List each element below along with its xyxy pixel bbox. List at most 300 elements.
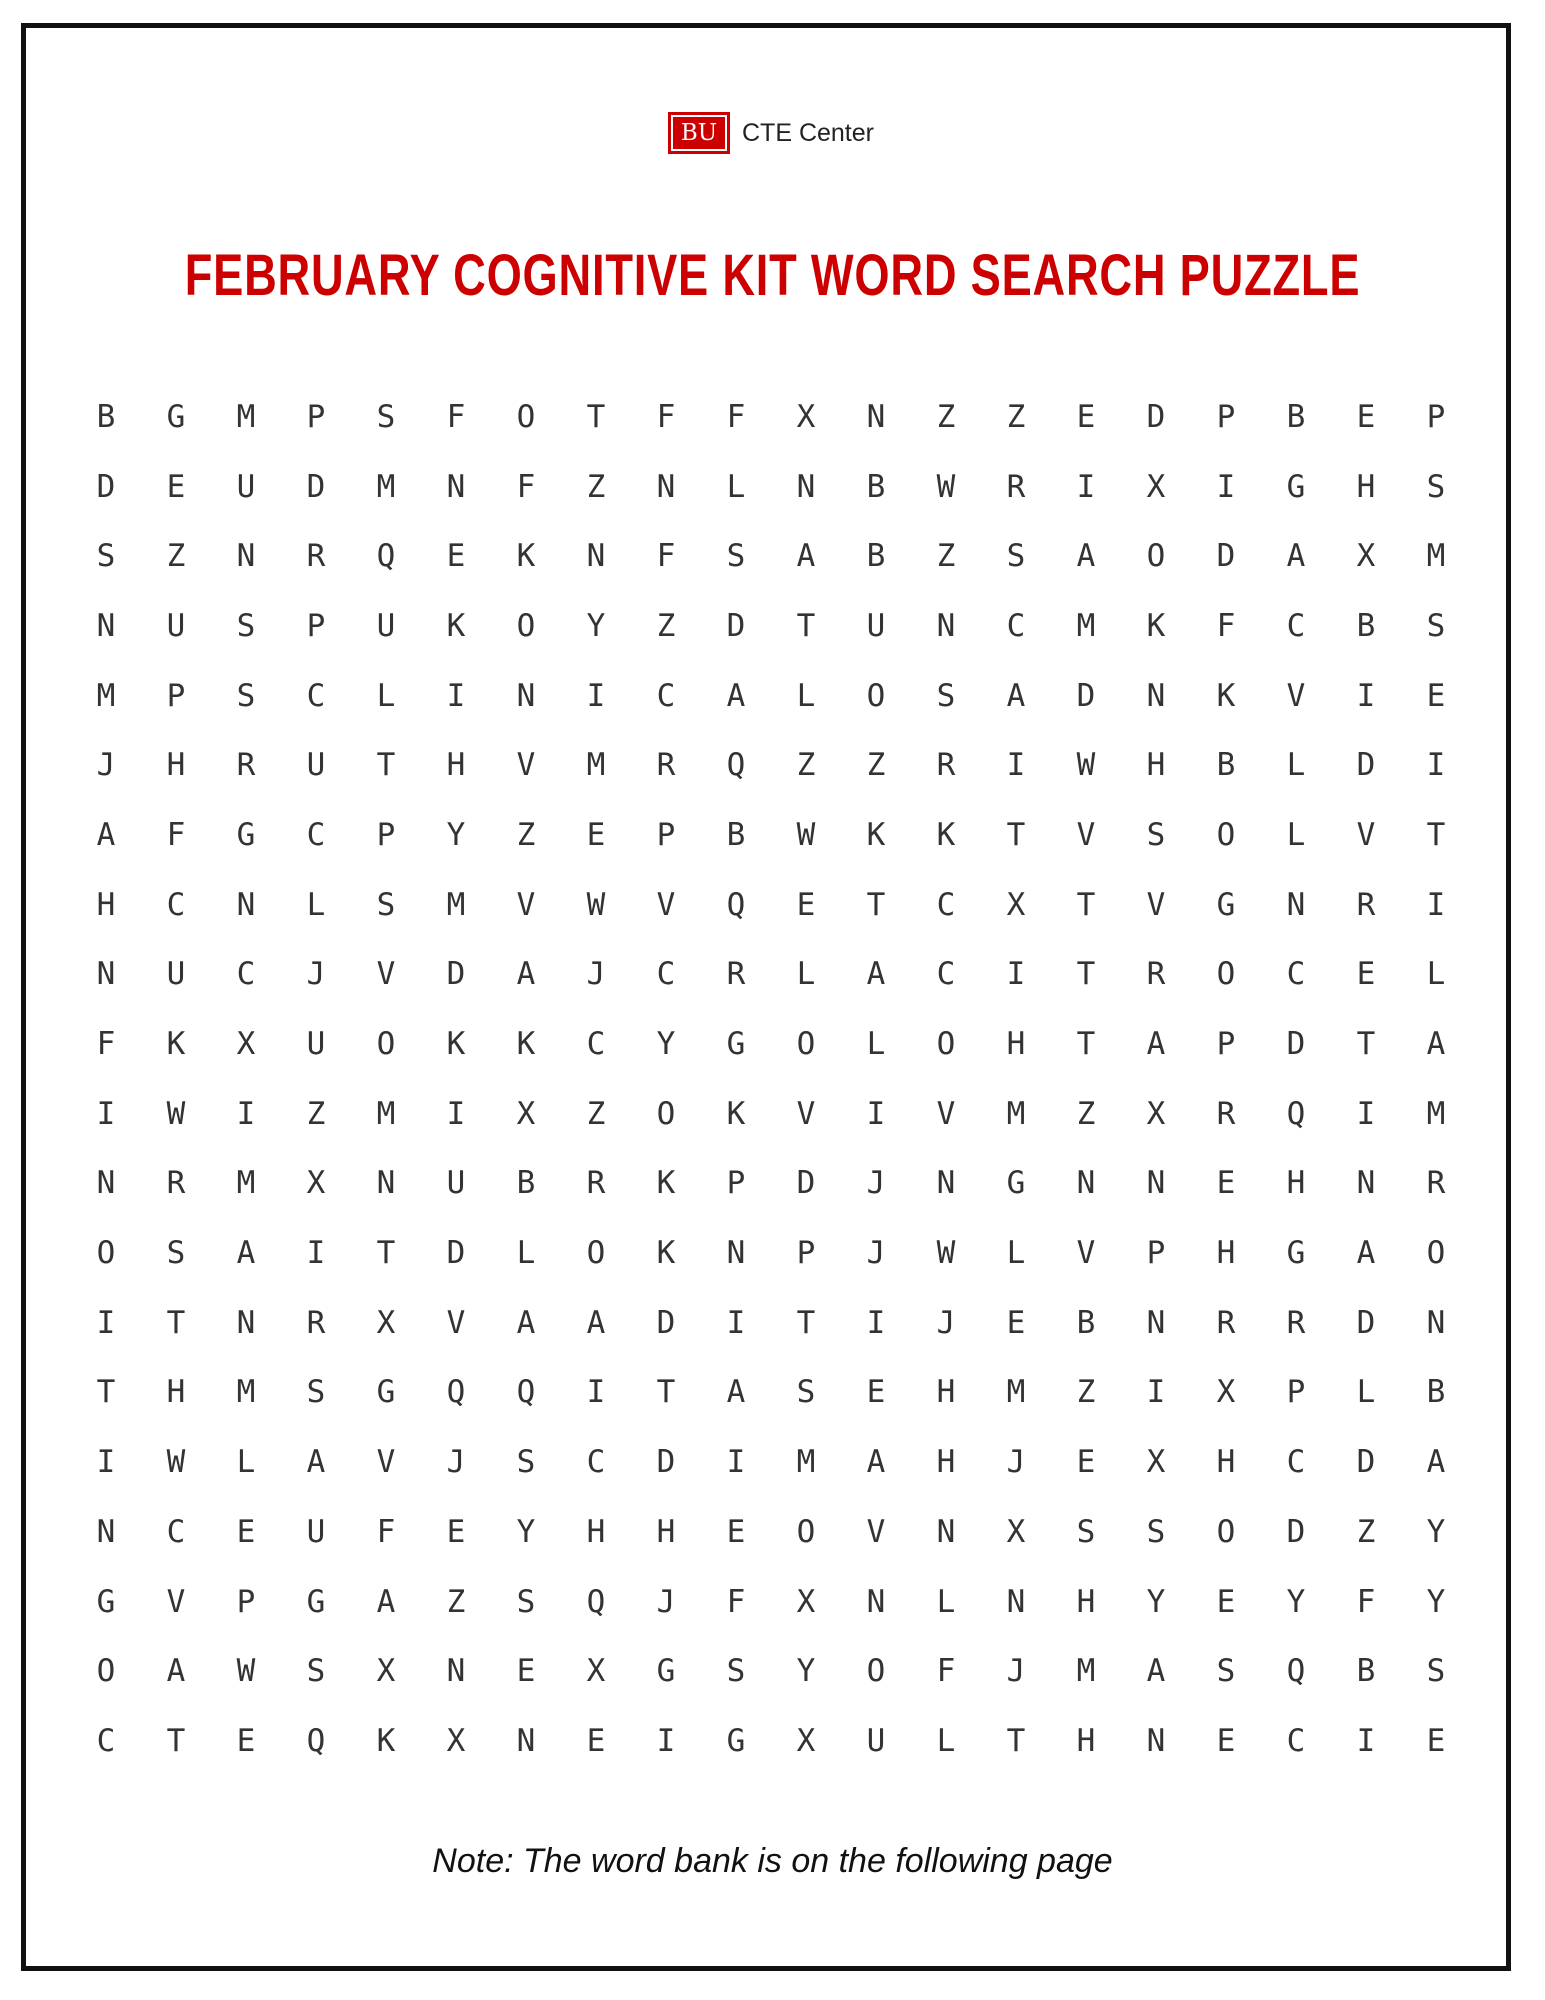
grid-letter: E (866, 1374, 886, 1411)
grid-letter: N (446, 1653, 466, 1690)
grid-letter: V (936, 1095, 956, 1132)
grid-letter: F (96, 1026, 116, 1063)
grid-letter: D (446, 1235, 466, 1272)
grid-letter: P (236, 1583, 256, 1620)
grid-letter: I (96, 1444, 116, 1481)
grid-letter: P (796, 1235, 816, 1272)
grid-letter: S (306, 1374, 326, 1411)
grid-letter: U (306, 1026, 326, 1063)
grid-letter: T (796, 1304, 816, 1341)
grid-letter: Z (1076, 1374, 1096, 1411)
grid-letter: R (1286, 1304, 1306, 1341)
grid-letter: L (236, 1444, 256, 1481)
grid-letter: Q (1286, 1095, 1306, 1132)
grid-letter: E (1216, 1583, 1236, 1620)
grid-letter: X (1146, 1444, 1166, 1481)
grid-letter: A (1146, 1026, 1166, 1063)
grid-letter: B (866, 538, 886, 575)
grid-letter: A (586, 1304, 606, 1341)
grid-letter: L (306, 886, 326, 923)
grid-letter: I (236, 1095, 256, 1132)
grid-letter: N (96, 607, 116, 644)
grid-letter: O (1216, 816, 1236, 853)
grid-letter: Y (1426, 1583, 1446, 1620)
grid-letter: N (446, 468, 466, 505)
grid-letter: O (866, 1653, 886, 1690)
grid-letter: T (1006, 1722, 1026, 1759)
grid-letter: B (1286, 398, 1306, 435)
grid-letter: E (586, 1722, 606, 1759)
grid-letter: C (936, 886, 956, 923)
grid-letter: R (236, 747, 256, 784)
grid-letter: I (1426, 886, 1446, 923)
grid-letter: G (726, 1026, 746, 1063)
grid-letter: R (936, 747, 956, 784)
grid-letter: M (1006, 1095, 1026, 1132)
grid-letter: N (516, 1722, 536, 1759)
grid-letter: F (726, 398, 746, 435)
grid-letter: S (376, 398, 396, 435)
grid-letter: V (166, 1583, 186, 1620)
grid-letter: C (656, 677, 676, 714)
grid-letter: X (446, 1722, 466, 1759)
grid-letter: D (656, 1304, 676, 1341)
grid-letter: N (936, 607, 956, 644)
grid-letter: C (306, 816, 326, 853)
grid-letter: O (1426, 1235, 1446, 1272)
grid-letter: V (516, 747, 536, 784)
grid-letter: E (516, 1653, 536, 1690)
grid-letter: K (1216, 677, 1236, 714)
grid-letter: X (376, 1304, 396, 1341)
grid-letter: A (96, 816, 116, 853)
grid-letter: H (1146, 747, 1166, 784)
grid-letter: C (96, 1722, 116, 1759)
grid-letter: T (1006, 816, 1026, 853)
grid-letter: E (236, 1513, 256, 1550)
grid-letter: N (656, 468, 676, 505)
grid-letter: C (166, 1513, 186, 1550)
grid-letter: E (796, 886, 816, 923)
grid-letter: H (1286, 1165, 1306, 1202)
grid-letter: S (1216, 1653, 1236, 1690)
grid-letter: W (936, 1235, 956, 1272)
grid-letter: R (726, 956, 746, 993)
grid-letter: X (1146, 1095, 1166, 1132)
footer-note: Note: The word bank is on the following page (432, 1842, 1113, 1880)
grid-letter: C (936, 956, 956, 993)
grid-letter: P (306, 398, 326, 435)
grid-letter: F (936, 1653, 956, 1690)
grid-letter: I (306, 1235, 326, 1272)
grid-letter: B (516, 1165, 536, 1202)
grid-letter: V (1356, 816, 1376, 853)
grid-letter: O (936, 1026, 956, 1063)
grid-letter: I (1006, 747, 1026, 784)
grid-letter: N (1076, 1165, 1096, 1202)
grid-letter: K (446, 1026, 466, 1063)
grid-letter: N (96, 1513, 116, 1550)
grid-letter: Q (516, 1374, 536, 1411)
grid-letter: G (376, 1374, 396, 1411)
grid-letter: I (726, 1304, 746, 1341)
grid-letter: K (516, 1026, 536, 1063)
grid-letter: P (1146, 1235, 1166, 1272)
grid-letter: F (376, 1513, 396, 1550)
grid-letter: M (376, 468, 396, 505)
grid-letter: S (1426, 1653, 1446, 1690)
grid-letter: Z (936, 398, 956, 435)
grid-letter: T (1426, 816, 1446, 853)
grid-letter: E (1076, 1444, 1096, 1481)
grid-letter: T (166, 1722, 186, 1759)
grid-letter: V (1076, 1235, 1096, 1272)
grid-letter: A (1426, 1026, 1446, 1063)
grid-letter: O (796, 1513, 816, 1550)
grid-letter: J (656, 1583, 676, 1620)
grid-letter: E (1076, 398, 1096, 435)
grid-letter: U (306, 1513, 326, 1550)
grid-letter: A (1426, 1444, 1446, 1481)
grid-letter: M (796, 1444, 816, 1481)
grid-letter: D (96, 468, 116, 505)
grid-letter: R (1006, 468, 1026, 505)
grid-letter: J (866, 1165, 886, 1202)
grid-letter: M (236, 1165, 256, 1202)
grid-letter: H (1216, 1444, 1236, 1481)
grid-letter: L (1006, 1235, 1026, 1272)
grid-letter: L (516, 1235, 536, 1272)
grid-letter: O (866, 677, 886, 714)
grid-letter: X (1216, 1374, 1236, 1411)
grid-letter: H (166, 1374, 186, 1411)
grid-letter: B (726, 816, 746, 853)
grid-letter: K (1146, 607, 1166, 644)
grid-letter: Z (1076, 1095, 1096, 1132)
grid-letter: V (516, 886, 536, 923)
grid-letter: K (936, 816, 956, 853)
grid-letter: E (1216, 1165, 1236, 1202)
grid-letter: T (376, 1235, 396, 1272)
grid-letter: N (936, 1165, 956, 1202)
bu-cte-logo (668, 110, 874, 156)
grid-letter: O (96, 1235, 116, 1272)
grid-letter: A (516, 956, 536, 993)
grid-letter: Z (866, 747, 886, 784)
grid-letter: H (1076, 1583, 1096, 1620)
grid-letter: U (166, 607, 186, 644)
grid-letter: N (1286, 886, 1306, 923)
grid-letter: B (1356, 607, 1376, 644)
grid-letter: L (376, 677, 396, 714)
grid-letter: X (796, 1583, 816, 1620)
page-title: FEBRUARY COGNITIVE KIT WORD SEARCH PUZZLE (184, 243, 1361, 308)
grid-letter: X (586, 1653, 606, 1690)
grid-letter: O (1146, 538, 1166, 575)
grid-letter: Q (376, 538, 396, 575)
grid-letter: N (1356, 1165, 1376, 1202)
grid-letter: B (1356, 1653, 1376, 1690)
grid-letter: J (866, 1235, 886, 1272)
grid-letter: R (586, 1165, 606, 1202)
grid-letter: N (1146, 677, 1166, 714)
grid-letter: G (1006, 1165, 1026, 1202)
grid-letter: E (446, 1513, 466, 1550)
grid-letter: E (166, 468, 186, 505)
grid-letter: B (1076, 1304, 1096, 1341)
grid-letter: S (936, 677, 956, 714)
grid-letter: H (96, 886, 116, 923)
logo-text: CTE Center (742, 118, 874, 147)
grid-letter: M (1076, 1653, 1096, 1690)
grid-letter: W (586, 886, 606, 923)
grid-letter: S (516, 1583, 536, 1620)
grid-letter: G (236, 816, 256, 853)
grid-letter: Z (936, 538, 956, 575)
grid-letter: O (656, 1095, 676, 1132)
grid-letter: L (1286, 747, 1306, 784)
grid-letter: X (1006, 1513, 1026, 1550)
grid-letter: S (1426, 468, 1446, 505)
grid-letter: A (166, 1653, 186, 1690)
grid-letter: Q (726, 747, 746, 784)
bu-logo-mark: BU (668, 112, 730, 154)
grid-letter: E (1006, 1304, 1026, 1341)
grid-letter: I (1146, 1374, 1166, 1411)
grid-letter: N (1146, 1165, 1166, 1202)
grid-letter: C (166, 886, 186, 923)
grid-letter: F (166, 816, 186, 853)
grid-letter: H (656, 1513, 676, 1550)
grid-letter: N (236, 1304, 256, 1341)
grid-letter: X (1356, 538, 1376, 575)
grid-letter: M (236, 1374, 256, 1411)
grid-letter: D (1356, 747, 1376, 784)
grid-letter: J (1006, 1444, 1026, 1481)
grid-letter: O (1216, 1513, 1236, 1550)
grid-letter: Y (1146, 1583, 1166, 1620)
grid-letter: S (726, 1653, 746, 1690)
grid-letter: P (166, 677, 186, 714)
grid-letter: R (306, 538, 326, 575)
grid-letter: Q (586, 1583, 606, 1620)
grid-letter: Y (586, 607, 606, 644)
grid-letter: T (166, 1304, 186, 1341)
grid-letter: G (656, 1653, 676, 1690)
grid-letter: L (936, 1583, 956, 1620)
grid-letter: L (796, 956, 816, 993)
grid-letter: C (586, 1444, 606, 1481)
grid-letter: F (1216, 607, 1236, 644)
grid-letter: H (1006, 1026, 1026, 1063)
grid-letter: T (1076, 956, 1096, 993)
grid-letter: N (376, 1165, 396, 1202)
grid-letter: W (236, 1653, 256, 1690)
grid-letter: W (166, 1444, 186, 1481)
grid-letter: Q (726, 886, 746, 923)
grid-letter: P (1216, 398, 1236, 435)
grid-letter: F (726, 1583, 746, 1620)
grid-letter: D (1076, 677, 1096, 714)
grid-letter: N (1146, 1722, 1166, 1759)
grid-letter: J (446, 1444, 466, 1481)
grid-letter: E (446, 538, 466, 575)
grid-letter: L (866, 1026, 886, 1063)
grid-letter: E (1426, 1722, 1446, 1759)
grid-letter: R (1216, 1304, 1236, 1341)
grid-letter: V (376, 956, 396, 993)
grid-letter: Z (516, 816, 536, 853)
grid-letter: J (936, 1304, 956, 1341)
grid-letter: Z (586, 1095, 606, 1132)
grid-letter: N (866, 398, 886, 435)
grid-letter: I (1006, 956, 1026, 993)
grid-letter: R (166, 1165, 186, 1202)
grid-letter: S (306, 1653, 326, 1690)
grid-letter: S (236, 607, 256, 644)
grid-letter: N (796, 468, 816, 505)
grid-letter: U (306, 747, 326, 784)
grid-letter: X (516, 1095, 536, 1132)
grid-letter: I (656, 1722, 676, 1759)
grid-letter: Y (446, 816, 466, 853)
grid-letter: Z (1356, 1513, 1376, 1550)
grid-letter: D (1146, 398, 1166, 435)
grid-letter: A (1286, 538, 1306, 575)
grid-letter: F (516, 468, 536, 505)
grid-letter: K (166, 1026, 186, 1063)
grid-letter: C (656, 956, 676, 993)
grid-letter: D (656, 1444, 676, 1481)
grid-letter: C (1286, 1444, 1306, 1481)
grid-letter: P (1286, 1374, 1306, 1411)
grid-letter: I (1076, 468, 1096, 505)
grid-letter: S (166, 1235, 186, 1272)
grid-letter: L (1286, 816, 1306, 853)
grid-letter: D (726, 607, 746, 644)
grid-letter: A (1076, 538, 1096, 575)
grid-letter: U (236, 468, 256, 505)
grid-letter: M (586, 747, 606, 784)
grid-letter: L (1356, 1374, 1376, 1411)
grid-letter: K (866, 816, 886, 853)
grid-letter: Z (656, 607, 676, 644)
grid-letter: I (1356, 677, 1376, 714)
grid-letter: Y (1286, 1583, 1306, 1620)
grid-letter: X (376, 1653, 396, 1690)
grid-letter: O (96, 1653, 116, 1690)
grid-letter: X (796, 1722, 816, 1759)
grid-letter: A (1356, 1235, 1376, 1272)
grid-letter: H (936, 1374, 956, 1411)
grid-letter: E (1356, 956, 1376, 993)
grid-letter: P (1216, 1026, 1236, 1063)
grid-letter: U (376, 607, 396, 644)
grid-letter: N (866, 1583, 886, 1620)
grid-letter: P (1426, 398, 1446, 435)
grid-letter: H (1076, 1722, 1096, 1759)
grid-letter: I (1356, 1095, 1376, 1132)
grid-letter: Q (446, 1374, 466, 1411)
grid-letter: Z (446, 1583, 466, 1620)
grid-letter: O (516, 607, 536, 644)
grid-letter: O (796, 1026, 816, 1063)
grid-letter: K (656, 1235, 676, 1272)
grid-letter: S (1426, 607, 1446, 644)
grid-letter: T (1076, 886, 1096, 923)
grid-letter: Y (516, 1513, 536, 1550)
grid-letter: V (866, 1513, 886, 1550)
grid-letter: A (866, 1444, 886, 1481)
grid-letter: A (726, 677, 746, 714)
grid-letter: C (586, 1026, 606, 1063)
grid-letter: S (376, 886, 396, 923)
grid-letter: F (656, 538, 676, 575)
grid-letter: W (936, 468, 956, 505)
grid-letter: N (96, 1165, 116, 1202)
grid-letter: R (1146, 956, 1166, 993)
grid-letter: Z (796, 747, 816, 784)
grid-letter: A (866, 956, 886, 993)
grid-letter: I (96, 1095, 116, 1132)
grid-letter: J (306, 956, 326, 993)
grid-letter: B (96, 398, 116, 435)
grid-letter: F (446, 398, 466, 435)
grid-letter: E (586, 816, 606, 853)
grid-letter: G (306, 1583, 326, 1620)
grid-letter: O (376, 1026, 396, 1063)
grid-letter: U (866, 607, 886, 644)
grid-letter: I (586, 677, 606, 714)
grid-letter: L (936, 1722, 956, 1759)
grid-letter: M (376, 1095, 396, 1132)
grid-letter: O (516, 398, 536, 435)
grid-letter: Z (1006, 398, 1026, 435)
grid-letter: H (166, 747, 186, 784)
grid-letter: S (1146, 1513, 1166, 1550)
grid-letter: A (376, 1583, 396, 1620)
grid-letter: S (236, 677, 256, 714)
grid-letter: A (796, 538, 816, 575)
grid-letter: P (726, 1165, 746, 1202)
grid-letter: X (306, 1165, 326, 1202)
grid-letter: E (236, 1722, 256, 1759)
grid-letter: M (1426, 538, 1446, 575)
grid-letter: F (656, 398, 676, 435)
grid-letter: N (516, 677, 536, 714)
grid-letter: C (236, 956, 256, 993)
grid-letter: B (866, 468, 886, 505)
grid-letter: A (516, 1304, 536, 1341)
grid-letter: M (1006, 1374, 1026, 1411)
grid-letter: I (446, 677, 466, 714)
grid-letter: M (1426, 1095, 1446, 1132)
grid-letter: X (236, 1026, 256, 1063)
grid-letter: R (656, 747, 676, 784)
grid-letter: T (1356, 1026, 1376, 1063)
grid-letter: T (866, 886, 886, 923)
grid-letter: I (866, 1304, 886, 1341)
grid-letter: N (236, 886, 256, 923)
grid-letter: K (446, 607, 466, 644)
grid-letter: Z (166, 538, 186, 575)
grid-letter: L (796, 677, 816, 714)
grid-letter: W (796, 816, 816, 853)
grid-letter: D (1356, 1304, 1376, 1341)
grid-letter: U (446, 1165, 466, 1202)
grid-letter: D (1356, 1444, 1376, 1481)
grid-letter: E (1426, 677, 1446, 714)
